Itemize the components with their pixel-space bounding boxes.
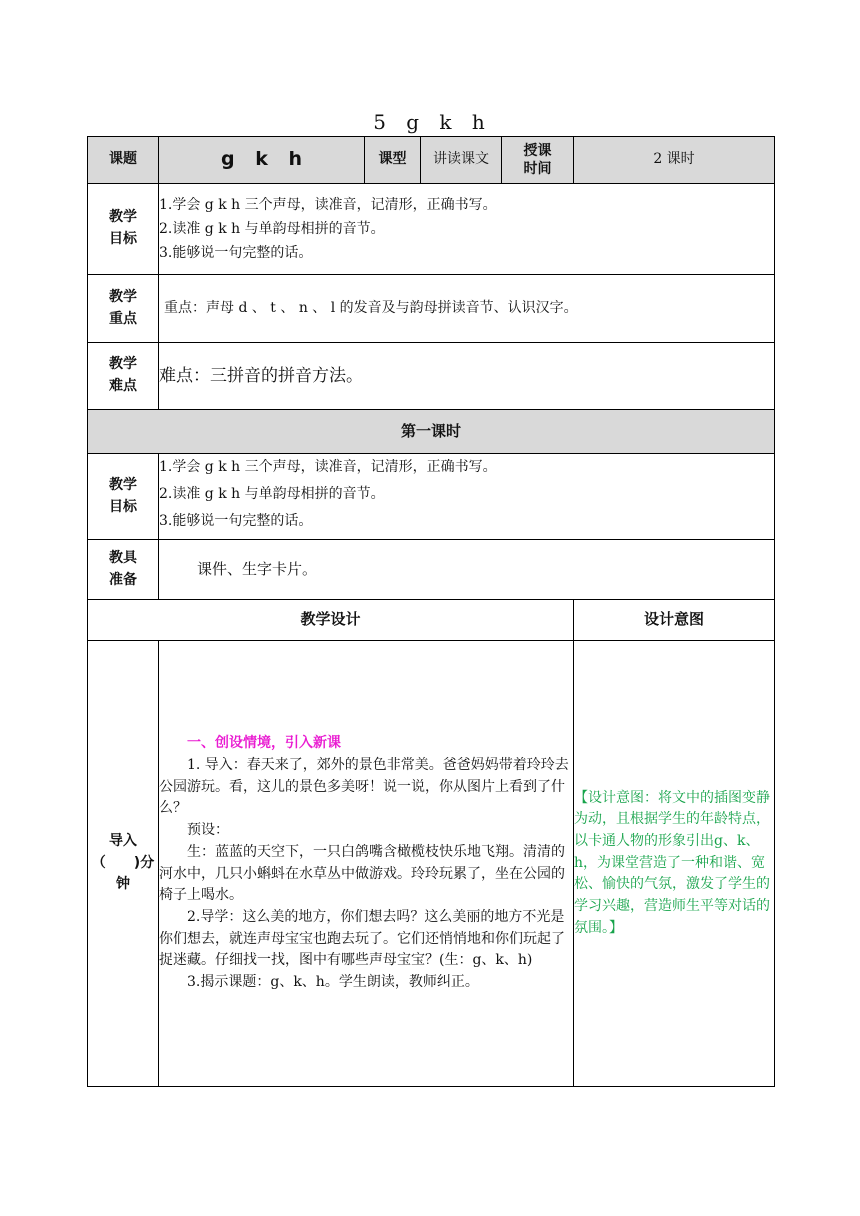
key-points-label-line1: 教学	[109, 288, 137, 305]
time-label	[502, 137, 574, 184]
key-points-content: 重点：声母 d 、 t 、 n 、 l 的发音及与韵母拼读音节、认识汉字。	[159, 275, 775, 343]
lesson-one-heading: 第一课时	[88, 410, 775, 454]
objective-item: 3.能够说一句完整的话。	[159, 245, 313, 261]
stage-label-line2: （ )分	[91, 854, 155, 871]
design-paragraph: 预设：	[187, 822, 229, 839]
design-header-row	[88, 600, 775, 641]
objectives-label-line1: 教学	[109, 209, 137, 226]
objectives-content	[159, 184, 775, 275]
objectives-row	[88, 184, 775, 275]
time-label-line1: 授课	[523, 142, 552, 159]
document-title: 5 g k h	[373, 110, 487, 134]
lesson-plan-table	[87, 136, 775, 1087]
lesson-objectives-label-line1: 教学	[109, 476, 137, 493]
stage-label-line1: 导入	[109, 832, 137, 849]
difficulties-label-line1: 教学	[109, 356, 137, 373]
materials-row	[88, 540, 775, 600]
objective-item: 2.读准 g k h 与单韵母相拼的音节。	[159, 221, 385, 237]
lesson-objectives-row	[88, 454, 775, 540]
difficulties-label	[88, 343, 159, 410]
stage-label	[88, 641, 159, 1087]
objectives-label	[88, 184, 159, 275]
design-content	[159, 641, 574, 1087]
type-label: 课型	[365, 137, 421, 184]
stage-label-line3: 钟	[116, 876, 130, 893]
objective-item: 1.学会 g k h 三个声母，读准音，记清形，正确书写。	[159, 197, 497, 213]
lesson-one-heading-row	[88, 410, 775, 454]
materials-label-line2: 准备	[109, 571, 137, 588]
difficulties-label-line2: 难点	[109, 378, 137, 394]
intent-column-header: 设计意图	[574, 600, 775, 641]
objectives-label-line2: 目标	[109, 231, 137, 247]
key-points-row	[88, 275, 775, 343]
topic-value: g k h	[159, 137, 365, 184]
difficulties-row	[88, 343, 775, 410]
lesson-objective-item: 3.能够说一句完整的话。	[159, 513, 313, 529]
design-body-row	[88, 641, 775, 1087]
design-paragraph: 2.导学：这么美的地方，你们想去吗？这么美丽的地方不光是你们想去，就连声母宝宝也跑去玩了。它们还悄悄地和你们玩起了捉迷藏。仔细找一找，图中有哪些声母宝宝？(生：g、k、h)	[159, 908, 565, 969]
section-heading: 一、创设情境，引入新课	[187, 735, 341, 752]
lesson-objectives-label-line2: 目标	[109, 498, 137, 515]
time-label-line2: 时间	[523, 161, 552, 177]
materials-content: 课件、生字卡片。	[159, 540, 775, 600]
header-row	[88, 137, 775, 184]
time-value: 2 课时	[574, 137, 775, 184]
lesson-objective-item: 1.学会 g k h 三个声母，读准音，记清形，正确书写。	[159, 459, 497, 475]
design-column-header: 教学设计	[88, 600, 574, 641]
lesson-objectives-label	[88, 454, 159, 540]
key-points-label-line2: 重点	[109, 310, 137, 327]
materials-label-line1: 教具	[109, 549, 137, 566]
lesson-objective-item: 2.读准 g k h 与单韵母相拼的音节。	[159, 486, 385, 502]
design-paragraph: 1. 导入：春天来了，郊外的景色非常美。爸爸妈妈带着玲玲去公园游玩。看，这儿的景色多美呀！说一说，你从图片上看到了什么？	[159, 757, 569, 817]
design-paragraph: 生：蓝蓝的天空下，一只白鸽嘴含橄榄枝快乐地飞翔。清清的河水中，几只小蝌蚪在水草丛中做游戏。玲玲玩累了，坐在公园的椅子上喝水。	[159, 843, 565, 904]
lesson-objectives-content	[159, 454, 775, 540]
design-intent: 【设计意图：将文中的插图变静为动，且根据学生的年龄特点，以卡通人物的形象引出g、k、h，为课堂营造了一种和谐、宽松、愉快的气氛，激发了学生的学习兴趣，营造师生平等对话的氛围。】	[574, 641, 775, 1087]
key-points-label	[88, 275, 159, 343]
type-value: 讲读课文	[421, 137, 502, 184]
design-paragraph: 3.揭示课题：g、k、h。学生朗读，教师纠正。	[187, 973, 479, 990]
topic-label: 课题	[88, 137, 159, 184]
difficulties-content: 难点：三拼音的拼音方法。	[159, 343, 775, 410]
materials-label	[88, 540, 159, 600]
